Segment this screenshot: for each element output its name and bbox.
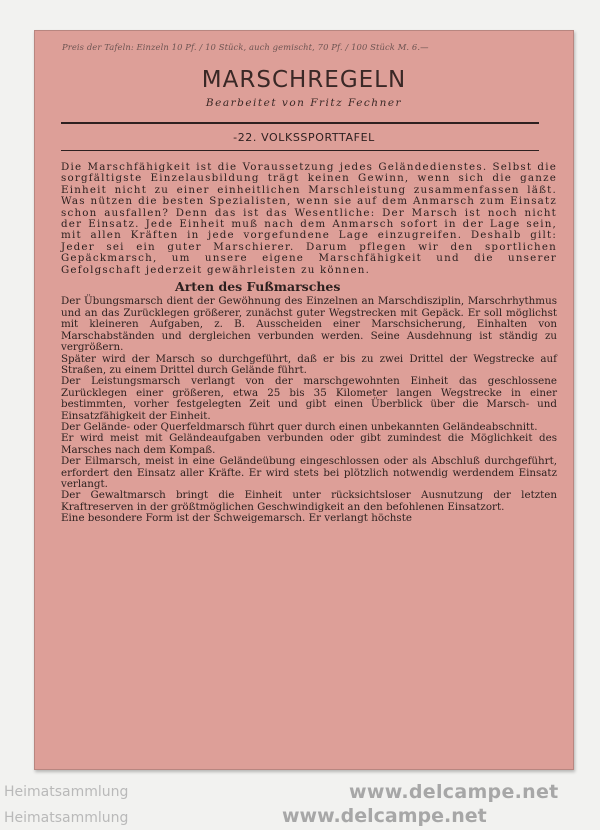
card-subtitle: Bearbeitet von Fritz Fechner — [205, 97, 403, 109]
watermark-right-bottom: www.delcampe.net — [282, 805, 487, 827]
watermark-left: Heimatsammlung — [4, 784, 129, 800]
paragraph: Der Gewaltmarsch bringt die Einheit unter rücksichtsloser Ausnutzung der letzten Kraftreserven in der größtmöglichen Geschwindigkeit an den befohlenen Einsatzort. — [61, 489, 557, 513]
paragraph: Der Gelände- oder Querfeldmarsch führt quer durch einen unbekannten Geländeabschnitt. — [61, 420, 538, 433]
section-heading: Arten des Fußmarsches — [175, 279, 341, 295]
price-line: Preis der Tafeln: Einzeln 10 Pf. / 10 Stück, auch gemischt, 70 Pf. / 100 Stück M. 6.— — [62, 42, 429, 52]
card-title: MARSCHREGELN — [201, 67, 407, 93]
paragraph: Der Leistungsmarsch verlangt von der marschgewohnten Einheit das geschlossene Zurücklegen einer größeren, etwa 25 bis 35 Kilometer langen Wegstrecke in einer bestimmten, vorher festgelegten Zeit und gibt einen Überblick über die Marsch- und Einsatzfähigkeit der Einheit. — [61, 375, 557, 422]
card — [34, 30, 574, 770]
intro-paragraph: Die Marschfähigkeit ist die Voraussetzung jedes Geländedienstes. Selbst die sorgfältigste Einzelausbildung trägt keinen Gewinn, wenn sich die ganze Einheit nicht zu einer einheitlichen Marschleistung zusammenfassen läßt. Was nützen die besten Spezialisten, wenn sie auf dem Anmarsch zum Einsatz schon ausfallen? Denn das ist das Wesentliche: Der Marsch ist noch nicht der Einsatz. Jede Einheit muß nach dem Anmarsch sofort in der Lage sein, mit allen Kräften in jede vorgefundene Lage einzugreifen. Deshalb gilt: Jeder sei ein guter Marschierer. Darum pflegen wir den sportlichen Gepäckmarsch, um unsere eigene Marschfähigkeit und die unserer Gefolgschaft jederzeit gewährleisten zu können. — [61, 161, 557, 276]
label-rule — [61, 150, 539, 151]
watermark-left-bottom: Heimatsammlung — [4, 810, 129, 826]
paragraph: Später wird der Marsch so durchgeführt, daß er bis zu zwei Drittel der Wegstrecke auf Straßen, zu einem Drittel durch Gelände führt. — [61, 352, 557, 376]
plate-label: -22. VOLKSSPORTTAFEL — [233, 131, 375, 144]
paragraph: Eine besondere Form ist der Schweigemarsch. Er verlangt höchste — [61, 512, 412, 525]
title-rule — [61, 122, 539, 124]
paragraph: Der Übungsmarsch dient der Gewöhnung des Einzelnen an Marschdisziplin, Marschrhythmus und an das Zurücklegen größerer, zunächst guter Wegstrecken mit Gepäck. Er soll möglichst mit kleineren Aufgaben, z. B. Ausscheiden einer Marschsicherung, Einhalten von Marschabständen und dergleichen verbunden werden. Seine Ausdehnung ist ständig zu vergrößern. — [61, 295, 557, 354]
paragraph: Er wird meist mit Geländeaufgaben verbunden oder gibt zumindest die Möglichkeit des Marsches nach dem Kompaß. — [61, 432, 557, 456]
paragraph: Der Eilmarsch, meist in eine Geländeübung eingeschlossen oder als Abschluß durchgeführt, erfordert den Einsatz aller Kräfte. Er wird stets bei plötzlich notwendig werdendem Einsatz verlangt. — [61, 455, 557, 490]
watermark-right: www.delcampe.net — [349, 781, 559, 803]
card-body — [61, 162, 557, 525]
